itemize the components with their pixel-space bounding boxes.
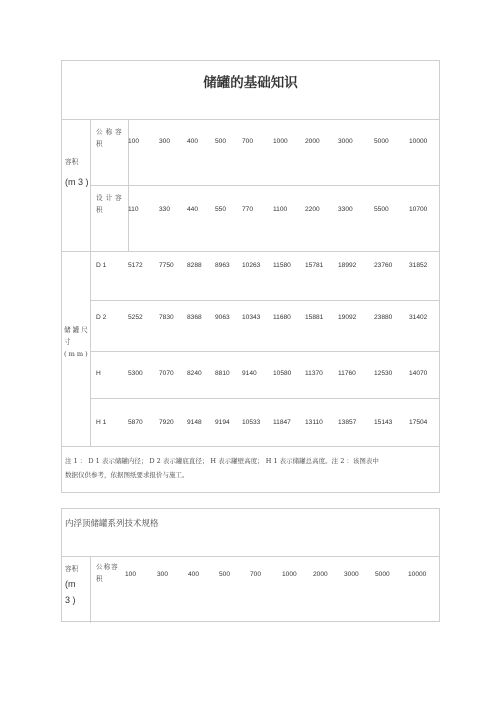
table-cell: 7830 <box>159 314 174 321</box>
capacity-label: 容积 <box>65 158 79 166</box>
inner-floating-roof-table <box>61 508 440 622</box>
capacity-unit: (m 3 ) <box>65 177 89 187</box>
capacity-unit-a: (m <box>65 579 76 589</box>
table-cell: 11580 <box>273 262 291 269</box>
table-cell: 11370 <box>305 370 323 377</box>
table-cell: 7750 <box>159 262 174 269</box>
table-cell: 8240 <box>187 370 202 377</box>
table-cell: 23760 <box>374 262 393 269</box>
table-title-row <box>62 509 439 557</box>
table-cell: 10343 <box>242 314 261 321</box>
table-cell: 5252 <box>128 314 143 321</box>
table-cell: 10533 <box>242 419 261 426</box>
table-cell: 10000 <box>409 138 428 145</box>
capacity-unit-b: 3 ) <box>65 595 76 605</box>
note-line-1: 注 1 ： D 1 表示储罐内径； D 2 表示罐底直径； H 表示罐壁高度； H 1 表示储罐总高度。注 2 ：该图表中 <box>65 457 379 465</box>
table-cell: 12530 <box>374 370 393 377</box>
table-cell: 100 <box>128 138 140 145</box>
table-cell: 11680 <box>273 314 291 321</box>
capacity-block <box>62 120 439 252</box>
nominal-values-row <box>125 571 439 581</box>
table-cell: 100 <box>125 571 137 578</box>
table-cell: 10263 <box>242 262 261 269</box>
table-cell: 13110 <box>305 419 323 426</box>
table-cell: 110 <box>128 206 139 213</box>
table-cell: 10580 <box>273 370 292 377</box>
table-cell: 770 <box>242 206 254 213</box>
storage-tank-table <box>61 60 440 493</box>
table-cell: 10000 <box>408 571 427 578</box>
table-cell: 5300 <box>128 370 143 377</box>
table-cell: 9140 <box>242 370 257 377</box>
capacity-label: 容积 <box>65 565 79 573</box>
table-title-row <box>62 61 439 120</box>
design-values-row <box>128 206 439 216</box>
table-cell: 5500 <box>374 206 389 213</box>
row-label: D 1 <box>96 262 107 269</box>
table-cell: 15881 <box>305 314 324 321</box>
table-cell: 8368 <box>187 314 202 321</box>
table-cell: 9194 <box>215 419 230 426</box>
table-cell: 11760 <box>338 370 356 377</box>
table-cell: 3000 <box>344 571 359 578</box>
table-cell: 3300 <box>338 206 353 213</box>
table-cell: 9063 <box>215 314 230 321</box>
table-cell: 300 <box>159 138 171 145</box>
table-cell: 10700 <box>409 206 428 213</box>
tank-size-label: 储罐尺寸(mm) <box>64 326 90 358</box>
design-capacity-label: 设计容积 <box>96 194 125 214</box>
row-label: H 1 <box>96 419 107 426</box>
table-cell: 5000 <box>375 571 390 578</box>
table-cell: 9148 <box>187 419 202 426</box>
notes-row <box>62 447 439 492</box>
nominal-values-row <box>128 138 439 148</box>
table-cell: 400 <box>187 138 199 145</box>
row-label: D 2 <box>96 314 107 321</box>
table-cell: 550 <box>215 206 227 213</box>
nominal-capacity-label: 公称容积 <box>96 563 119 583</box>
capacity-block <box>62 557 439 623</box>
table-cell: 500 <box>219 571 231 578</box>
table-cell: 2200 <box>305 206 320 213</box>
table-cell: 23880 <box>374 314 393 321</box>
table-cell: 17504 <box>409 419 428 426</box>
table-cell: 13857 <box>338 419 357 426</box>
table-cell: 3000 <box>338 138 353 145</box>
size-block <box>62 252 439 447</box>
table-cell: 700 <box>250 571 262 578</box>
table-cell: 15143 <box>374 419 393 426</box>
table-row <box>90 419 439 429</box>
table-cell: 8963 <box>215 262 230 269</box>
table-cell: 8288 <box>187 262 202 269</box>
table-cell: 15781 <box>305 262 324 269</box>
table-cell: 7920 <box>159 419 174 426</box>
table-cell: 300 <box>157 571 169 578</box>
table-cell: 1000 <box>282 571 297 578</box>
table-cell: 7070 <box>159 370 174 377</box>
table-cell: 1000 <box>273 138 288 145</box>
table-cell: 330 <box>159 206 171 213</box>
table-cell: 400 <box>188 571 200 578</box>
table-cell: 500 <box>215 138 227 145</box>
table-cell: 19092 <box>338 314 357 321</box>
table-cell: 5172 <box>128 262 143 269</box>
table-cell: 5870 <box>128 419 143 426</box>
table-cell: 31402 <box>409 314 428 321</box>
table-cell: 2000 <box>305 138 320 145</box>
table-cell: 1100 <box>273 206 288 213</box>
table-cell: 2000 <box>313 571 328 578</box>
table-row <box>90 262 439 272</box>
table-cell: 8810 <box>215 370 230 377</box>
page-title: 储罐的基础知识 <box>203 75 298 91</box>
nominal-capacity-label: 公称容积 <box>96 128 125 148</box>
table-row <box>90 314 439 324</box>
table-cell: 31852 <box>409 262 428 269</box>
table-row <box>90 370 439 380</box>
table-cell: 14070 <box>409 370 428 377</box>
table-cell: 11847 <box>273 419 291 426</box>
table-cell: 440 <box>187 206 199 213</box>
note-line-2: 数据仅供参考，依据图纸要求报价与施工。 <box>65 471 189 479</box>
section-title: 内浮顶储罐系列技术规格 <box>65 519 159 529</box>
table-cell: 18992 <box>338 262 357 269</box>
row-label: H <box>96 370 101 377</box>
table-cell: 700 <box>242 138 254 145</box>
table-cell: 5000 <box>374 138 389 145</box>
